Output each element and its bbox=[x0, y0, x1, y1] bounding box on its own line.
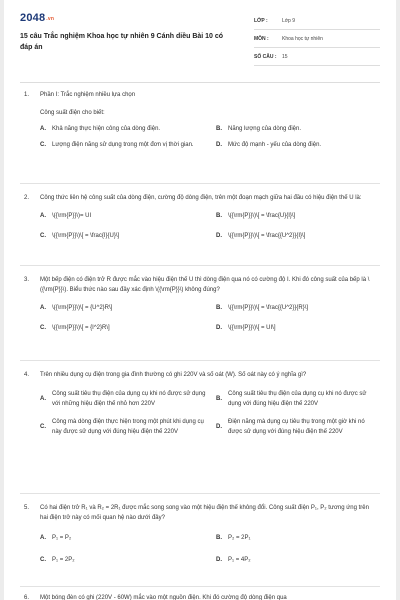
meta-table bbox=[254, 12, 380, 66]
option-text: \({\rm{P}}\)\[ = UI\] bbox=[228, 325, 276, 331]
question-text: Công suất điện cho biết: bbox=[40, 110, 105, 116]
option-c[interactable] bbox=[40, 555, 216, 565]
option-c[interactable] bbox=[40, 231, 216, 241]
option-label: A. bbox=[40, 535, 46, 541]
option-d[interactable] bbox=[216, 555, 374, 565]
header-divider bbox=[20, 82, 380, 83]
question-number: 1. bbox=[24, 92, 30, 98]
option-label: B. bbox=[216, 213, 222, 219]
option-label: D. bbox=[216, 233, 222, 239]
options-grid bbox=[40, 389, 380, 437]
option-label: B. bbox=[216, 396, 222, 402]
document-title: 15 câu Trắc nghiệm Khoa học tự nhiên 9 Cánh diều Bài 10 có đáp án bbox=[20, 33, 224, 51]
option-a[interactable] bbox=[40, 533, 216, 543]
option-a[interactable] bbox=[40, 124, 216, 134]
option-text: \({\rm{P}}\)\[ = \frac{I}{U}\] bbox=[52, 233, 120, 239]
option-label: A. bbox=[40, 305, 46, 311]
question-divider bbox=[20, 586, 380, 587]
question-2 bbox=[20, 193, 380, 241]
option-text: Lượng điện năng sử dụng trong một đơn vị thời gian. bbox=[52, 142, 194, 148]
meta-row-grade bbox=[254, 12, 380, 30]
option-text: \({\rm{P}}\)\[ = {I^2}R\] bbox=[52, 325, 110, 331]
option-text: Công mà dòng điện thực hiện trong một phút khi dụng cụ này được sử dụng với đúng hiệu điện thế 220V bbox=[52, 419, 204, 435]
question-4 bbox=[20, 370, 380, 437]
option-label: B. bbox=[216, 126, 222, 132]
option-label: D. bbox=[216, 424, 222, 430]
options-grid bbox=[40, 303, 380, 333]
option-label: D. bbox=[216, 325, 222, 331]
option-text: \({\rm{P}}\)\[ = \frac{{U^2}}{I}\] bbox=[228, 233, 306, 239]
option-d[interactable] bbox=[216, 231, 374, 241]
question-text: Trên nhiều dụng cụ điện trong gia đình thường có ghi 220V và số oát (W). Số oát này có ý nghĩa gì? bbox=[40, 372, 307, 378]
option-label: A. bbox=[40, 213, 46, 219]
option-text: Công suất tiêu thụ điện của dụng cụ khi nó được sử dụng với đúng hiệu điện thế 220V bbox=[228, 391, 367, 407]
option-label: D. bbox=[216, 557, 222, 563]
option-b[interactable] bbox=[216, 303, 374, 313]
option-a[interactable] bbox=[40, 303, 216, 313]
question-text: Có hai điện trở R₁ và R₂ = 2R₁ được mắc song song vào một hiệu điện thế không đổi. Công suất điện P₁, P₂ tương ứng trên hai điện trở này có mối quan hệ nào dưới đây? bbox=[40, 505, 369, 521]
option-d[interactable] bbox=[216, 323, 374, 333]
question-text: Công thức liên hệ công suất của dòng điện, cường độ dòng điện, trên một đoạn mạch giữa hai đầu có hiệu điện thế U là: bbox=[40, 195, 362, 201]
option-label: C. bbox=[40, 325, 46, 331]
option-text: \({\rm{P}}\)\[ = \frac{{U^2}}{R}\] bbox=[228, 305, 309, 311]
option-label: C. bbox=[40, 424, 46, 430]
option-label: C. bbox=[40, 142, 46, 148]
meta-value: Lớp 9 bbox=[282, 17, 296, 24]
option-text: \({\rm{P}}\)\[ = \frac{U}{I}\] bbox=[228, 213, 296, 219]
option-label: C. bbox=[40, 557, 46, 563]
question-1 bbox=[20, 90, 380, 150]
option-text: Điện năng mà dụng cụ tiêu thụ trong một giờ khi nó được sử dụng với đúng hiệu điện thế 220V bbox=[228, 419, 365, 435]
option-label: C. bbox=[40, 233, 46, 239]
meta-row-count bbox=[254, 48, 380, 66]
options-grid bbox=[40, 211, 380, 241]
question-text: Một bếp điện có điện trở R được mắc vào hiệu điện thế U thì dòng điện qua nó có cường độ I. Khi đó công suất của bếp là \({\rm{P}}\). Biểu thức nào sau đây xác định \({\rm{P}}\) không đúng? bbox=[40, 277, 370, 293]
options-grid bbox=[40, 533, 380, 565]
meta-key: SỐ CÂU : bbox=[254, 53, 277, 60]
option-text: \({\rm{P}}\)= UI bbox=[52, 213, 92, 219]
meta-key: MÔN : bbox=[254, 35, 269, 42]
option-label: B. bbox=[216, 305, 222, 311]
question-divider bbox=[20, 360, 380, 361]
option-a[interactable] bbox=[40, 211, 216, 221]
section-heading: Phần I: Trắc nghiệm nhiều lựa chọn bbox=[40, 92, 136, 98]
option-d[interactable] bbox=[216, 417, 374, 437]
option-text: P₂ = 2P₁ bbox=[228, 535, 251, 541]
meta-value: 15 bbox=[282, 53, 288, 60]
option-c[interactable] bbox=[40, 417, 216, 437]
option-text: Mức độ mạnh - yếu của dòng điện. bbox=[228, 142, 322, 148]
option-b[interactable] bbox=[216, 211, 374, 221]
option-label: A. bbox=[40, 396, 46, 402]
option-text: \({\rm{P}}\)\[ = {U^2}R\] bbox=[52, 305, 113, 311]
option-label: B. bbox=[216, 535, 222, 541]
option-b[interactable] bbox=[216, 124, 374, 134]
question-number: 2. bbox=[24, 195, 30, 201]
options-grid bbox=[40, 124, 380, 150]
question-number: 5. bbox=[24, 505, 30, 511]
question-number: 4. bbox=[24, 372, 30, 378]
question-5 bbox=[20, 503, 380, 565]
question-number: 6. bbox=[24, 595, 30, 600]
option-text: Khả năng thực hiện công của dòng điện. bbox=[52, 126, 161, 132]
option-d[interactable] bbox=[216, 140, 374, 150]
option-c[interactable] bbox=[40, 323, 216, 333]
option-a[interactable] bbox=[40, 389, 216, 409]
question-divider bbox=[20, 493, 380, 494]
question-text: Một bóng đèn có ghi (220V - 60W) mắc vào một nguồn điện. Khi đó cường độ dòng điện qua bbox=[40, 595, 287, 600]
option-b[interactable] bbox=[216, 533, 374, 543]
meta-key: LỚP : bbox=[254, 17, 268, 24]
question-3 bbox=[20, 275, 380, 333]
meta-row-subject bbox=[254, 30, 380, 48]
option-label: D. bbox=[216, 142, 222, 148]
option-text: Năng lượng của dòng điện. bbox=[228, 126, 302, 132]
option-text: P₁ = 4P₂ bbox=[228, 557, 251, 563]
option-text: P₁ = 2P₂ bbox=[52, 557, 75, 563]
question-divider bbox=[20, 183, 380, 184]
document-header bbox=[4, 0, 396, 80]
option-label: A. bbox=[40, 126, 46, 132]
question-6 bbox=[20, 593, 380, 600]
option-b[interactable] bbox=[216, 389, 374, 409]
option-c[interactable] bbox=[40, 140, 216, 150]
option-text: P₁ = P₂ bbox=[52, 535, 72, 541]
document-page bbox=[4, 0, 396, 600]
question-number: 3. bbox=[24, 277, 30, 283]
question-divider bbox=[20, 265, 380, 266]
option-text: Công suất tiêu thụ điện của dụng cụ khi nó được sử dụng với những hiệu điện thế nhỏ hơn 220V bbox=[52, 391, 206, 407]
meta-value: Khoa học tự nhiên bbox=[282, 35, 323, 42]
site-logo[interactable]: 2048.vn bbox=[20, 12, 55, 24]
